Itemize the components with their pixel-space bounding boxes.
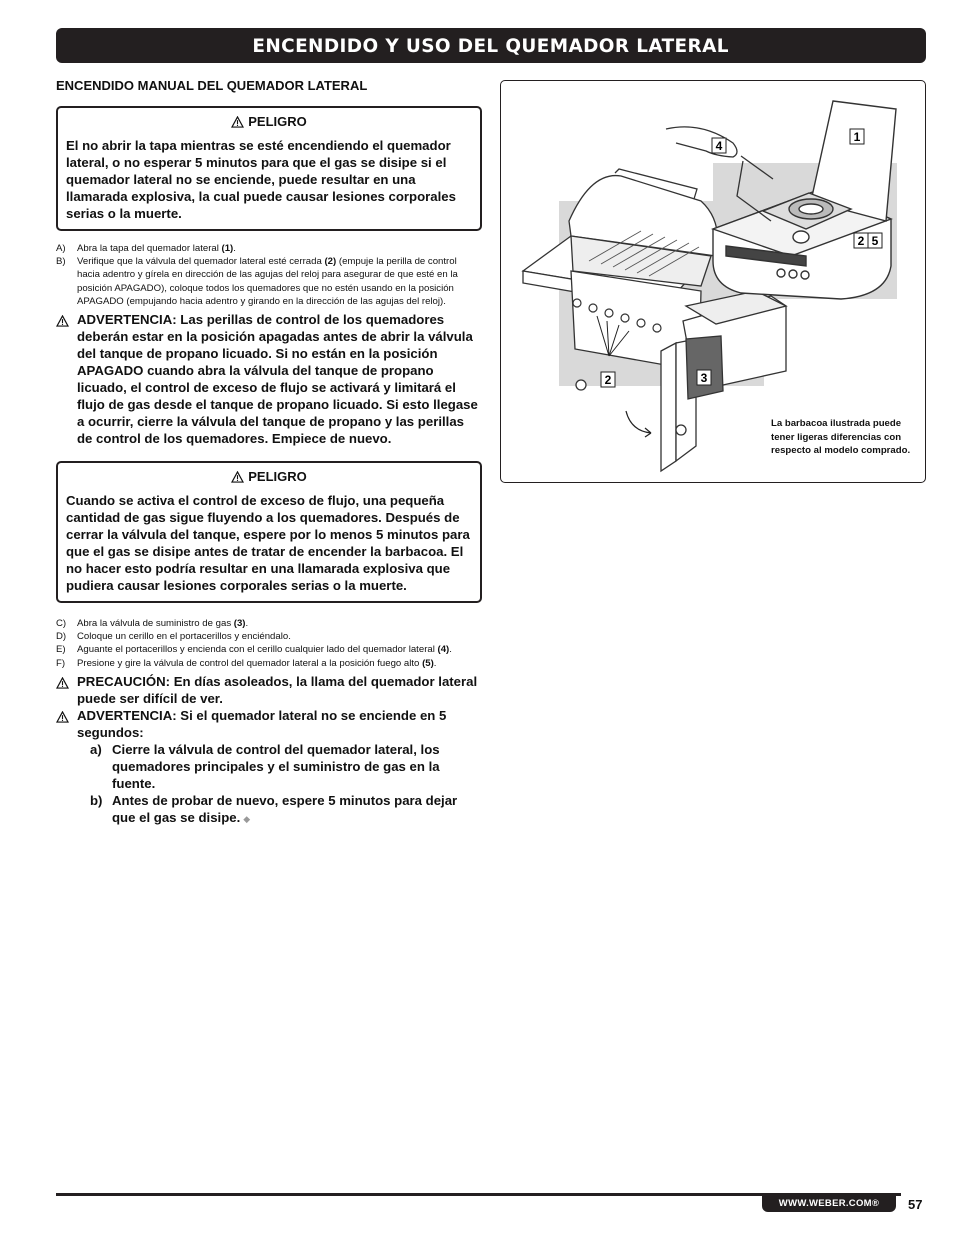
danger-box-1 [56, 106, 482, 231]
warning-2-text: ADVERTENCIA: Si el quemador lateral no se enciende en 5 segundos: [77, 707, 447, 740]
figure-caption: La barbacoa ilustrada puede tener ligeras diferencias con respecto al modelo comprado. [771, 418, 911, 456]
caution-text: PRECAUCIÓN: En días asoleados, la llama del quemador lateral puede ser difícil de ver. [77, 673, 478, 706]
svg-text:1: 1 [853, 130, 861, 144]
end-mark: ◆ [243, 813, 251, 824]
danger-box-2-text: Cuando se activa el control de exceso de flujo, una pequeña cantidad de gas sigue fluyendo a los quemadores. Después de cerrar la válvula del tanque, espere por lo menos 5 minutos para que el gas se disipe antes de tratar de encender la barbacoa. El no hacer esto podría resultar en una llamarada explosiva que pudiera causar lesiones corporales serias o la muerte. [66, 493, 470, 594]
warning-triangle-icon [231, 471, 244, 483]
callout-1 [850, 129, 864, 144]
substep-b: b) Antes de probar de nuevo, espere 5 minutos para dejar que el gas se disipe. ◆ [90, 792, 458, 825]
steps-list-1 [56, 242, 482, 308]
danger-box-1-heading [66, 114, 472, 129]
warning-1-text: ADVERTENCIA: Las perillas de control de los quemadores deberán estar en la posición apagadas antes de abrir la válvula del tanque de propano licuado. Si no están en la posición APAGADO cuando abra la válvula del tanque de propano licuado, el control de exceso de flujo se activará y limitará el flujo de gas desde el tanque de propano licuado. Si esto llegase a ocurrir, cierre la válvula del tanque de propano y las perillas de control de los quemadores. Empiece de nuevo. [77, 312, 478, 447]
page-number: 57 [908, 1197, 923, 1212]
warning-2 [56, 707, 482, 741]
warning-triangle-icon [56, 711, 69, 723]
step-e: E) Aguante el portacerillos y encienda con el cerillo cualquier lado del quemador lateral (4). [56, 644, 452, 656]
step-d: D) Coloque un cerillo en el portacerillos y enciéndalo. [56, 631, 291, 643]
svg-text:3: 3 [700, 371, 708, 385]
callout-5 [868, 233, 882, 248]
callout-4 [712, 138, 726, 153]
danger-box-2 [56, 461, 482, 603]
footer-url: WWW.WEBER.COM® [762, 1195, 896, 1212]
warning-triangle-icon [231, 116, 244, 128]
page-title-bar [56, 28, 926, 63]
callout-2-main [601, 372, 615, 387]
caution [56, 673, 482, 707]
svg-text:2: 2 [857, 234, 865, 248]
step-b: B) Verifique que la válvula del quemador lateral esté cerrada (2) (empuje la perilla de control hacia adentro y gírela en dirección de las agujas del reloj para asegurar de que esté en la posición APAGADO), coloque todos los quemadores que no estén usando en la posición APAGADO (empujando hacia adentro y girando en la dirección de las agujas del reloj). [56, 256, 458, 307]
danger-box-2-heading [66, 469, 472, 484]
step-a: A) Abra la tapa del quemador lateral (1). [56, 243, 236, 254]
page-title: ENCENDIDO Y USO DEL QUEMADOR LATERAL [252, 34, 730, 57]
grill-illustration-figure [500, 80, 926, 483]
steps-list-2 [56, 617, 482, 670]
svg-text:2: 2 [604, 373, 612, 387]
step-f: F) Presione y gire la válvula de control del quemador lateral a la posición fuego alto (5). [56, 657, 437, 669]
step-c: C) Abra la válvula de suministro de gas (3). [56, 618, 249, 630]
substep-a: a) Cierre la válvula de control del quemador lateral, los quemadores principales y el suministro de gas en la fuente. [90, 741, 440, 791]
warning-triangle-icon [56, 677, 69, 689]
warning-1 [56, 311, 482, 447]
danger-box-1-label: PELIGRO [248, 114, 307, 129]
section-subheading: ENCENDIDO MANUAL DEL QUEMADOR LATERAL [56, 78, 368, 93]
danger-box-2-label: PELIGRO [248, 469, 307, 485]
left-column [56, 78, 482, 828]
callout-2-side [854, 233, 868, 248]
svg-text:4: 4 [715, 139, 723, 153]
callout-3 [697, 370, 711, 385]
danger-box-1-text: El no abrir la tapa mientras se esté encendiendo el quemador lateral, o no esperar 5 minutos para que el gas se disipe si el quemador lateral no se enciende, puede resultar en una llamarada explosiva, la cual puede causar lesiones corporales serias o la muerte. [66, 138, 456, 221]
warning-triangle-icon [56, 315, 69, 327]
svg-text:5: 5 [871, 234, 879, 248]
